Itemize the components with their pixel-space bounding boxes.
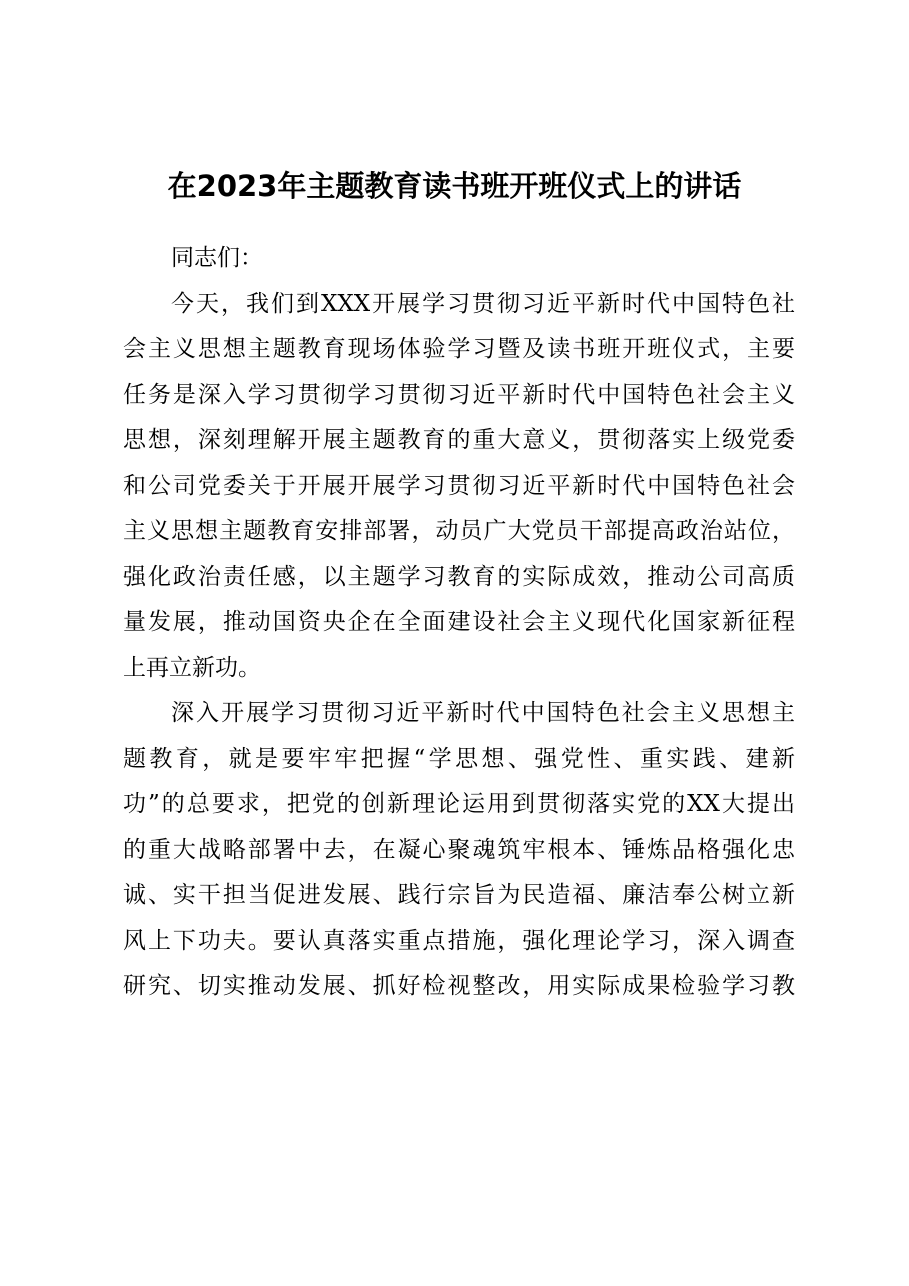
- paragraph-line: 风上下功夫。要认真落实重点措施，强化理论学习，深入调查: [123, 927, 795, 954]
- paragraph-line: 深入开展学习贯彻习近平新时代中国特色社会主义思想主: [171, 700, 795, 726]
- paragraph-line: 强化政治责任感，以主题学习教育的实际成效，推动公司高质: [123, 563, 795, 590]
- paragraph-line: 思想，深刻理解开展主题教育的重大意义，贯彻落实上级党委: [123, 427, 795, 453]
- document-title: 在2023年主题教育读书班开班仪式上的讲话: [167, 169, 742, 203]
- paragraph-line: 和公司党委关于开展开展学习贯彻习近平新时代中国特色社会: [123, 472, 795, 499]
- document-body: [123, 236, 795, 1010]
- salutation: 同志们：: [171, 245, 263, 271]
- paragraph-line: 研究、切实推动发展、抓好检视整改，用实际成果检验学习教: [123, 973, 795, 999]
- paragraph-line: 任务是深入学习贯彻学习贯彻习近平新时代中国特色社会主义: [123, 381, 795, 408]
- paragraph-line: 诚、实干担当促进发展、践行宗旨为民造福、廉洁奉公树立新: [123, 882, 795, 908]
- paragraph-line: 题教育，就是要牢牢把握“学思想、强党性、重实践、建新: [123, 745, 795, 772]
- paragraph-2: [123, 691, 795, 1010]
- paragraph-line: 上再立新功。: [123, 654, 261, 681]
- paragraph-1: [123, 282, 795, 692]
- paragraph-line: 主义思想主题教育安排部署，动员广大党员干部提高政治站位，: [123, 518, 795, 544]
- paragraph-line: 功”的总要求，把党的创新理论运用到贯彻落实党的XX大提出: [123, 791, 795, 817]
- paragraph-line: 今天，我们到XXX开展学习贯彻习近平新时代中国特色社: [171, 290, 795, 317]
- paragraph-line: 的重大战略部署中去，在凝心聚魂筑牢根本、锤炼品格强化忠: [123, 836, 795, 863]
- paragraph-line: 量发展，推动国资央企在全面建设社会主义现代化国家新征程: [123, 609, 795, 635]
- paragraph-line: 会主义思想主题教育现场体验学习暨及读书班开班仪式，主要: [123, 336, 795, 362]
